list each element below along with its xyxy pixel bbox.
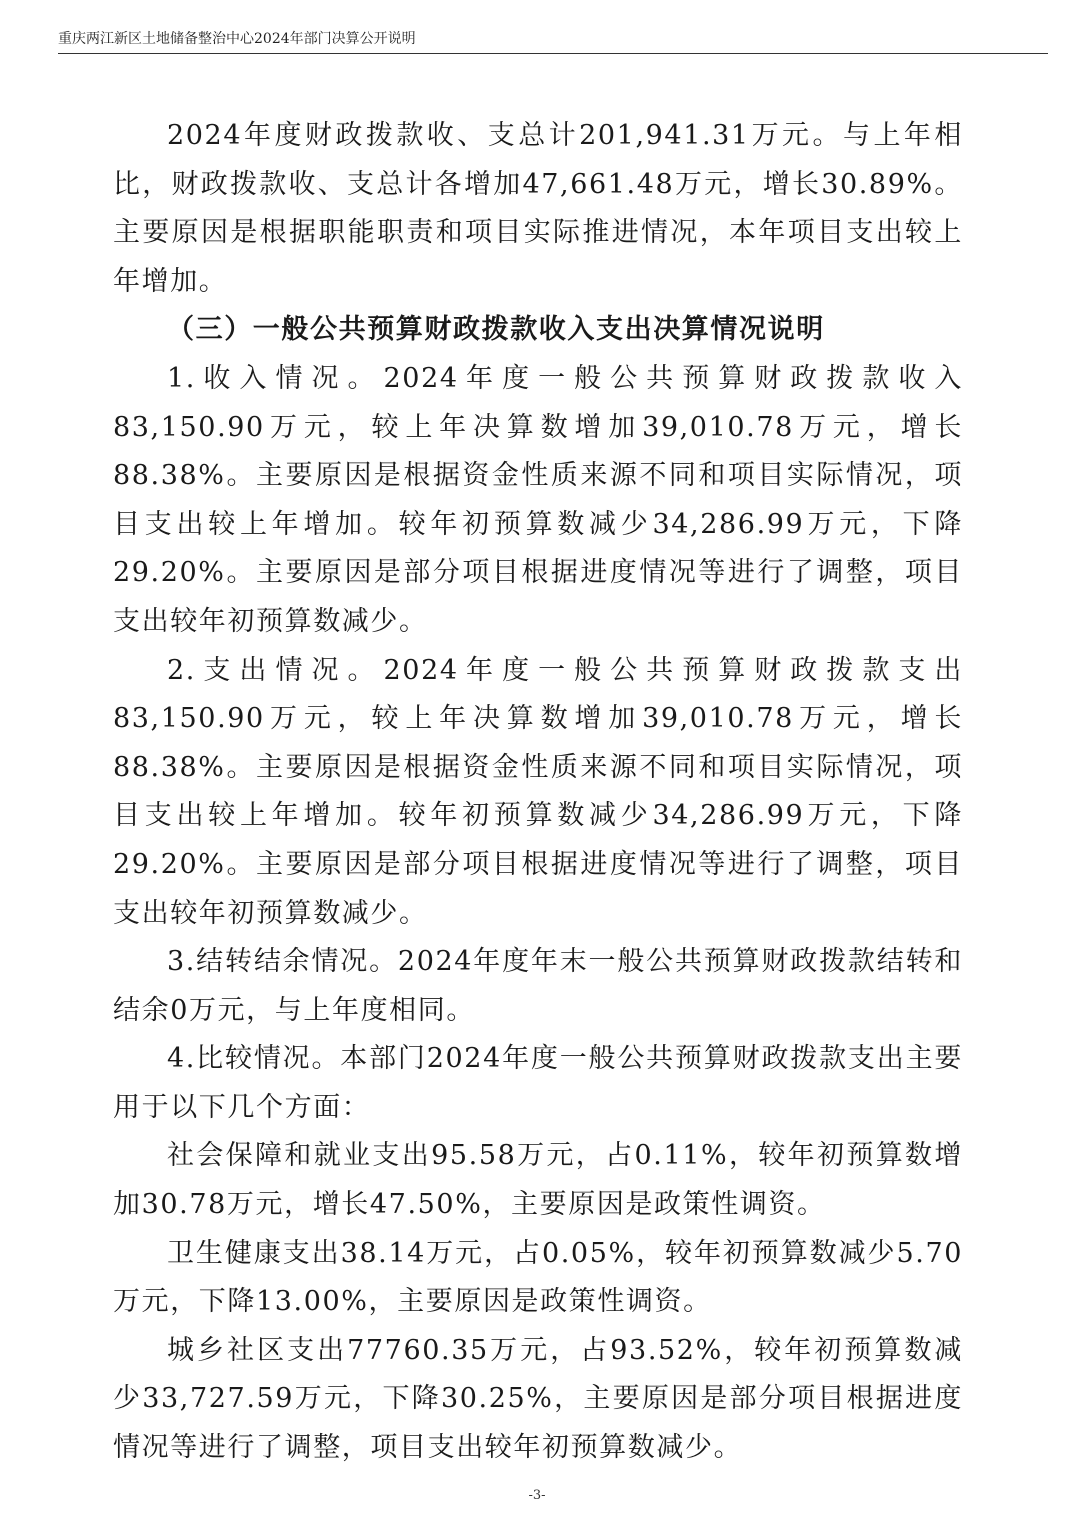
paragraph-total-summary: 2024年度财政拨款收、支总计201,941.31万元。与上年相比，财政拨款收、支总计各增加47,661.48万元，增长30.89%。主要原因是根据职能职责和项目实际推进情况，本年项目支出较上年增加。 [113,120,963,297]
document-body [113,112,963,1473]
paragraph-expense: 2.支出情况。2024年度一般公共预算财政拨款支出83,150.90万元，较上年决算数增加39,010.78万元，增长88.38%。主要原因是根据资金性质来源不同和项目实际情况，项目支出较上年增加。较年初预算数减少34,286.99万元，下降29.20%。主要原因是部分项目根据进度情况等进行了调整，项目支出较年初预算数减少。 [113,654,963,929]
paragraph-urban-rural: 城乡社区支出77760.35万元，占93.52%，较年初预算数减少33,727.59万元，下降30.25%，主要原因是部分项目根据进度情况等进行了调整，项目支出较年初预算数减少。 [113,1334,963,1464]
section-heading-3: （三）一般公共预算财政拨款收入支出决算情况说明 [167,314,825,346]
paragraph-social-security: 社会保障和就业支出95.58万元，占0.11%，较年初预算数增加30.78万元，增长47.50%，主要原因是政策性调资。 [113,1140,963,1221]
page-number: -3- [528,1488,546,1503]
paragraph-health: 卫生健康支出38.14万元，占0.05%，较年初预算数减少5.70万元，下降13.00%，主要原因是政策性调资。 [113,1237,963,1318]
paragraph-carryover: 3.结转结余情况。2024年度年末一般公共预算财政拨款结转和结余0万元，与上年度相同。 [113,946,963,1026]
paragraph-income: 1.收入情况。2024年度一般公共预算财政拨款收入83,150.90万元，较上年决算数增加39,010.78万元，增长88.38%。主要原因是根据资金性质来源不同和项目实际情况，项目支出较上年增加。较年初预算数减少34,286.99万元，下降29.20%。主要原因是部分项目根据进度情况等进行了调整，项目支出较年初预算数减少。 [113,362,963,637]
document-header: 重庆两江新区土地储备整治中心2024年部门决算公开说明 [58,31,416,47]
header-divider [58,53,1048,54]
paragraph-comparison: 4.比较情况。本部门2024年度一般公共预算财政拨款支出主要用于以下几个方面： [113,1043,963,1123]
